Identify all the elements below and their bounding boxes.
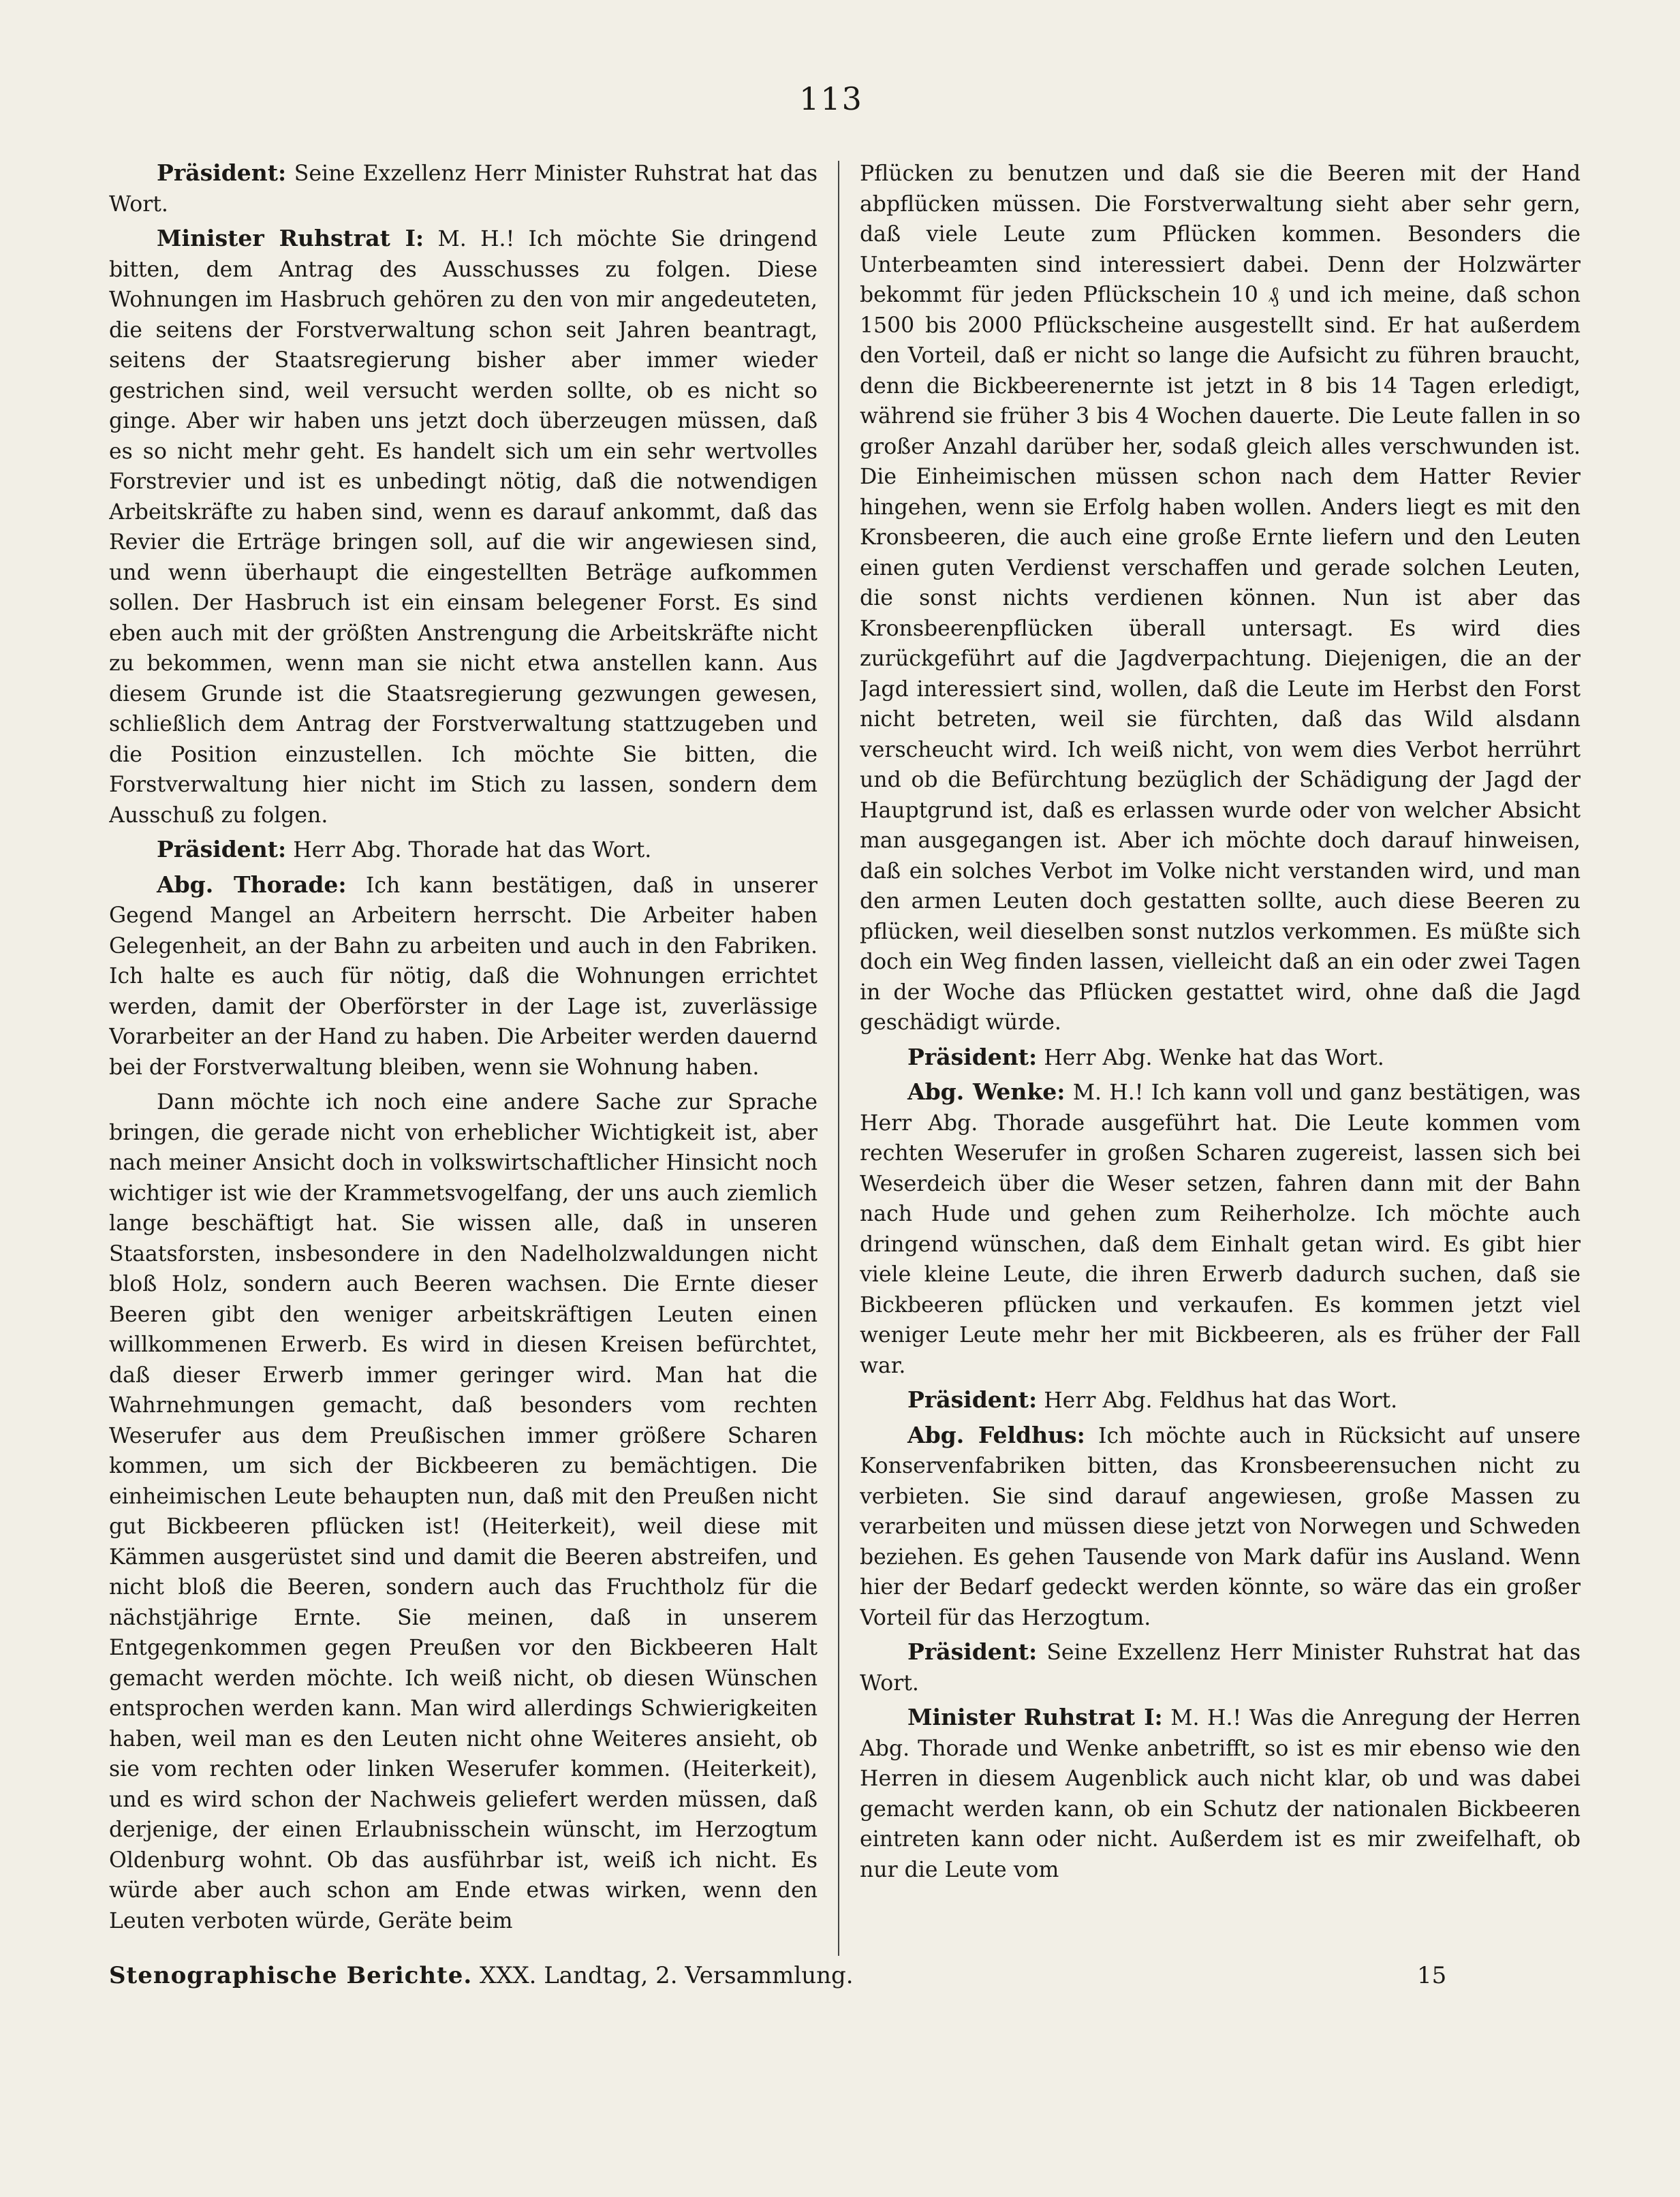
speaker-label: Minister Ruhstrat I:: [907, 1704, 1163, 1730]
paragraph-text: Seine Exzellenz Herr Minister Ruhstrat hat das Wort.: [860, 1640, 1581, 1696]
paragraph: [109, 223, 818, 830]
right-column: [860, 158, 1581, 1957]
paragraph-text: M. H.! Ich möchte Sie dringend bitten, dem Antrag des Ausschusses zu folgen. Diese Wohnungen im Hasbruch gehören zu den von mir angedeuteten, die seitens der Forstverwaltung schon seit Jahren beantragt, seitens der Staatsregierung bisher aber immer wieder gestrichen sind, weil versucht werden sollte, ob es nicht so ginge. Aber wir haben uns jetzt doch überzeugen müssen, daß es so nicht mehr geht. Es handelt sich um ein sehr wertvolles Forstrevier und ist es unbedingt nötig, daß die notwendigen Arbeitskräfte zu haben sind, wenn es darauf ankommt, daß das Revier die Erträge bringen soll, auf die wir angewiesen sind, und wenn überhaupt die eingestellten Beträge aufkommen sollen. Der Hasbruch ist ein einsam belegener Forst. Es sind eben auch mit der größten Anstrengung die Arbeitskräfte nicht zu bekommen, wenn man sie nicht etwa anstellen kann. Aus diesem Grunde ist die Staatsregierung gezwungen gewesen, schließlich dem Antrag der Forstverwaltung stattzugeben und die Position einzustellen. Ich möchte Sie bitten, die Forstverwaltung hier nicht im Stich zu lassen, sondern dem Ausschuß zu folgen.: [109, 227, 818, 828]
speaker-label: Präsident:: [907, 1638, 1038, 1665]
paragraph-text: Dann möchte ich noch eine andere Sache zur Sprache bringen, die gerade nicht von erheblicher Wichtigkeit ist, aber nach meiner Ansicht doch in volkswirtschaftlicher Hinsicht noch wichtiger ist wie der Krammetsvogelfang, der uns auch ziemlich lange beschäftigt hat. Sie wissen alle, daß in unseren Staatsforsten, insbesondere in den Nadelholzwaldungen nicht bloß Holz, sondern auch Beeren wachsen. Die Ernte dieser Beeren gibt den weniger arbeitskräftigen Leuten einen willkommenen Erwerb. Es wird in diesen Kreisen befürchtet, daß dieser Erwerb immer geringer wird. Man hat die Wahrnehmungen gemacht, daß besonders vom rechten Weserufer aus dem Preußischen immer größere Scharen kommen, um sich der Bickbeeren zu bemächtigen. Die einheimischen Leute behaupten nun, daß mit den Preußen nicht gut Bickbeeren pflücken ist! (Heiterkeit), weil diese mit Kämmen ausgerüstet sind und damit die Beeren abstreifen, und nicht bloß die Beeren, sondern auch das Fruchtholz für die nächstjährige Ernte. Sie meinen, daß in unserem Entgegenkommen gegen Preußen vor den Bickbeeren Halt gemacht werden möchte. Ich weiß nicht, ob diesen Wünschen entsprochen werden kann. Man wird allerdings Schwierigkeiten haben, weil man es den Leuten nicht ohne Weiteres ansieht, ob sie vom rechten oder linken Weserufer kommen. (Heiterkeit), und es wird schon der Nachweis geliefert werden müssen, daß derjenige, der einen Erlaubnisschein wünscht, im Herzogtum Oldenburg wohnt. Ob das ausführbar ist, weiß ich nicht. Es würde aber auch schon am Ende etwas wirken, wenn den Leuten verboten würde, Geräte beim: [109, 1090, 818, 1933]
paragraph-text: Ich möchte auch in Rücksicht auf unsere Konservenfabriken bitten, das Kronsbeerensuchen nicht zu verbieten. Sie sind darauf angewiesen, große Massen zu verarbeiten und müssen diese jetzt von Norwegen und Schweden beziehen. Es gehen Tausende von Mark dafür ins Ausland. Wenn hier der Bedarf gedeckt werden könnte, so wäre das ein großer Vorteil für das Herzogtum.: [860, 1423, 1581, 1630]
column-divider: [838, 161, 839, 1956]
paragraph-text: M. H.! Was die Anregung der Herren Abg. Thorade und Wenke anbetrifft, so ist es mir ebenso wie den Herren in diesem Augenblick auch nicht klar, ob und was dabei gemacht werden kann, ob ein Schutz der nationalen Bickbeeren eintreten kann oder nicht. Außerdem ist es mir zweifelhaft, ob nur die Leute vom: [860, 1706, 1581, 1882]
paragraph-text: Seine Exzellenz Herr Minister Ruhstrat hat das Wort.: [109, 161, 818, 217]
paragraph: [109, 158, 818, 219]
sheet-number: 15: [1417, 1962, 1447, 1989]
footer-session: XXX. Landtag, 2. Versammlung.: [472, 1962, 854, 1989]
paragraph: [860, 1385, 1581, 1416]
speaker-label: Präsident:: [157, 836, 287, 862]
paragraph: [860, 1420, 1581, 1634]
paragraph: [860, 1077, 1581, 1381]
footer-citation: [109, 1962, 854, 1989]
paragraph-text: Herr Abg. Wenke hat das Wort.: [1037, 1045, 1384, 1070]
page-number: 113: [799, 80, 863, 117]
paragraph: [109, 1087, 818, 1936]
speaker-label: Abg. Wenke:: [907, 1078, 1065, 1105]
speaker-label: Abg. Feldhus:: [907, 1421, 1085, 1448]
paragraph-text: Herr Abg. Feldhus hat das Wort.: [1037, 1388, 1398, 1413]
speaker-label: Präsident:: [157, 159, 287, 186]
paragraph: [860, 158, 1581, 1038]
paragraph: [860, 1637, 1581, 1698]
paragraph-text: Ich kann bestätigen, daß in unserer Gegend Mangel an Arbeitern herrscht. Die Arbeiter haben Gelegenheit, an der Bahn zu arbeiten und auch in den Fabriken. Ich halte es auch für nötig, daß die Wohnungen errichtet werden, damit der Oberförster in der Lage ist, zuverlässige Vorarbeiter an der Hand zu haben. Die Arbeiter werden dauernd bei der Forstverwaltung bleiben, wenn sie Wohnung haben.: [109, 873, 818, 1080]
paragraph: [860, 1702, 1581, 1885]
paragraph: [109, 835, 818, 866]
left-column: [109, 158, 818, 1957]
speaker-label: Minister Ruhstrat I:: [157, 225, 424, 251]
paragraph-text: Pflücken zu benutzen und daß sie die Beeren mit der Hand abpflücken müssen. Die Forstverwaltung sieht aber sehr gern, daß viele Leute zum Pflücken kommen. Besonders die Unterbeamten sind interessiert dabei. Denn der Holzwärter bekommt für jeden Pflückschein 10 ₰ und ich meine, daß schon 1500 bis 2000 Pflückscheine ausgestellt sind. Er hat außerdem den Vorteil, daß er nicht so lange die Aufsicht zu führen braucht, denn die Bickbeerenernte ist jetzt in 8 bis 14 Tagen erledigt, während sie früher 3 bis 4 Wochen dauerte. Die Leute fallen in so großer Anzahl darüber her, sodaß gleich alles verschwunden ist. Die Einheimischen müssen schon nach dem Hatter Revier hingehen, wenn sie Erfolg haben wollen. Anders liegt es mit den Kronsbeeren, die auch eine große Ernte liefern und den Leuten einen guten Verdienst verschaffen und gerade solchen Leuten, die sonst nichts verdienen können. Nun ist aber das Kronsbeerenpflücken überall untersagt. Es wird dies zurückgeführt auf die Jagdverpachtung. Diejenigen, die an der Jagd interessiert sind, wollen, daß die Leute im Herbst den Forst nicht betreten, weil sie fürchten, daß das Wild alsdann verscheucht wird. Ich weiß nicht, von wem dies Verbot herrührt und ob die Befürchtung bezüglich der Schädigung der Jagd der Hauptgrund ist, daß es erlassen wurde oder von welcher Absicht man ausgegangen ist. Aber ich möchte doch darauf hinweisen, daß ein solches Verbot im Volke nicht verstanden wird, und man den armen Leuten doch gestatten sollte, auch diese Beeren zu pflücken, weil dieselben sonst nutzlos verkommen. Es müßte sich doch ein Weg finden lassen, vielleicht daß an ein oder zwei Tagen in der Woche das Pflücken gestattet wird, ohne daß die Jagd geschädigt würde.: [860, 161, 1581, 1035]
speaker-label: Präsident:: [907, 1386, 1038, 1413]
speaker-label: Präsident:: [907, 1043, 1038, 1070]
speaker-label: Abg. Thorade:: [157, 871, 347, 898]
paragraph: [109, 870, 818, 1083]
paragraph: [860, 1042, 1581, 1074]
paragraph-text: Herr Abg. Thorade hat das Wort.: [286, 838, 652, 862]
paragraph-text: M. H.! Ich kann voll und ganz bestätigen, was Herr Abg. Thorade ausgeführt hat. Die Leute kommen vom rechten Weserufer in großen Scharen zugereist, lassen sich bei Weserdeich über die Weser setzen, fahren dann mit der Bahn nach Hude und gehen zum Reiherholze. Ich möchte auch dringend wünschen, daß dem Einhalt getan wird. Es gibt hier viele kleine Leute, die ihren Erwerb dadurch suchen, daß sie Bickbeeren pflücken und verkaufen. Es kommen jetzt viel weniger Leute mehr her mit Bickbeeren, als es früher der Fall war.: [860, 1080, 1581, 1378]
footer-title: Stenographische Berichte.: [109, 1962, 473, 1989]
